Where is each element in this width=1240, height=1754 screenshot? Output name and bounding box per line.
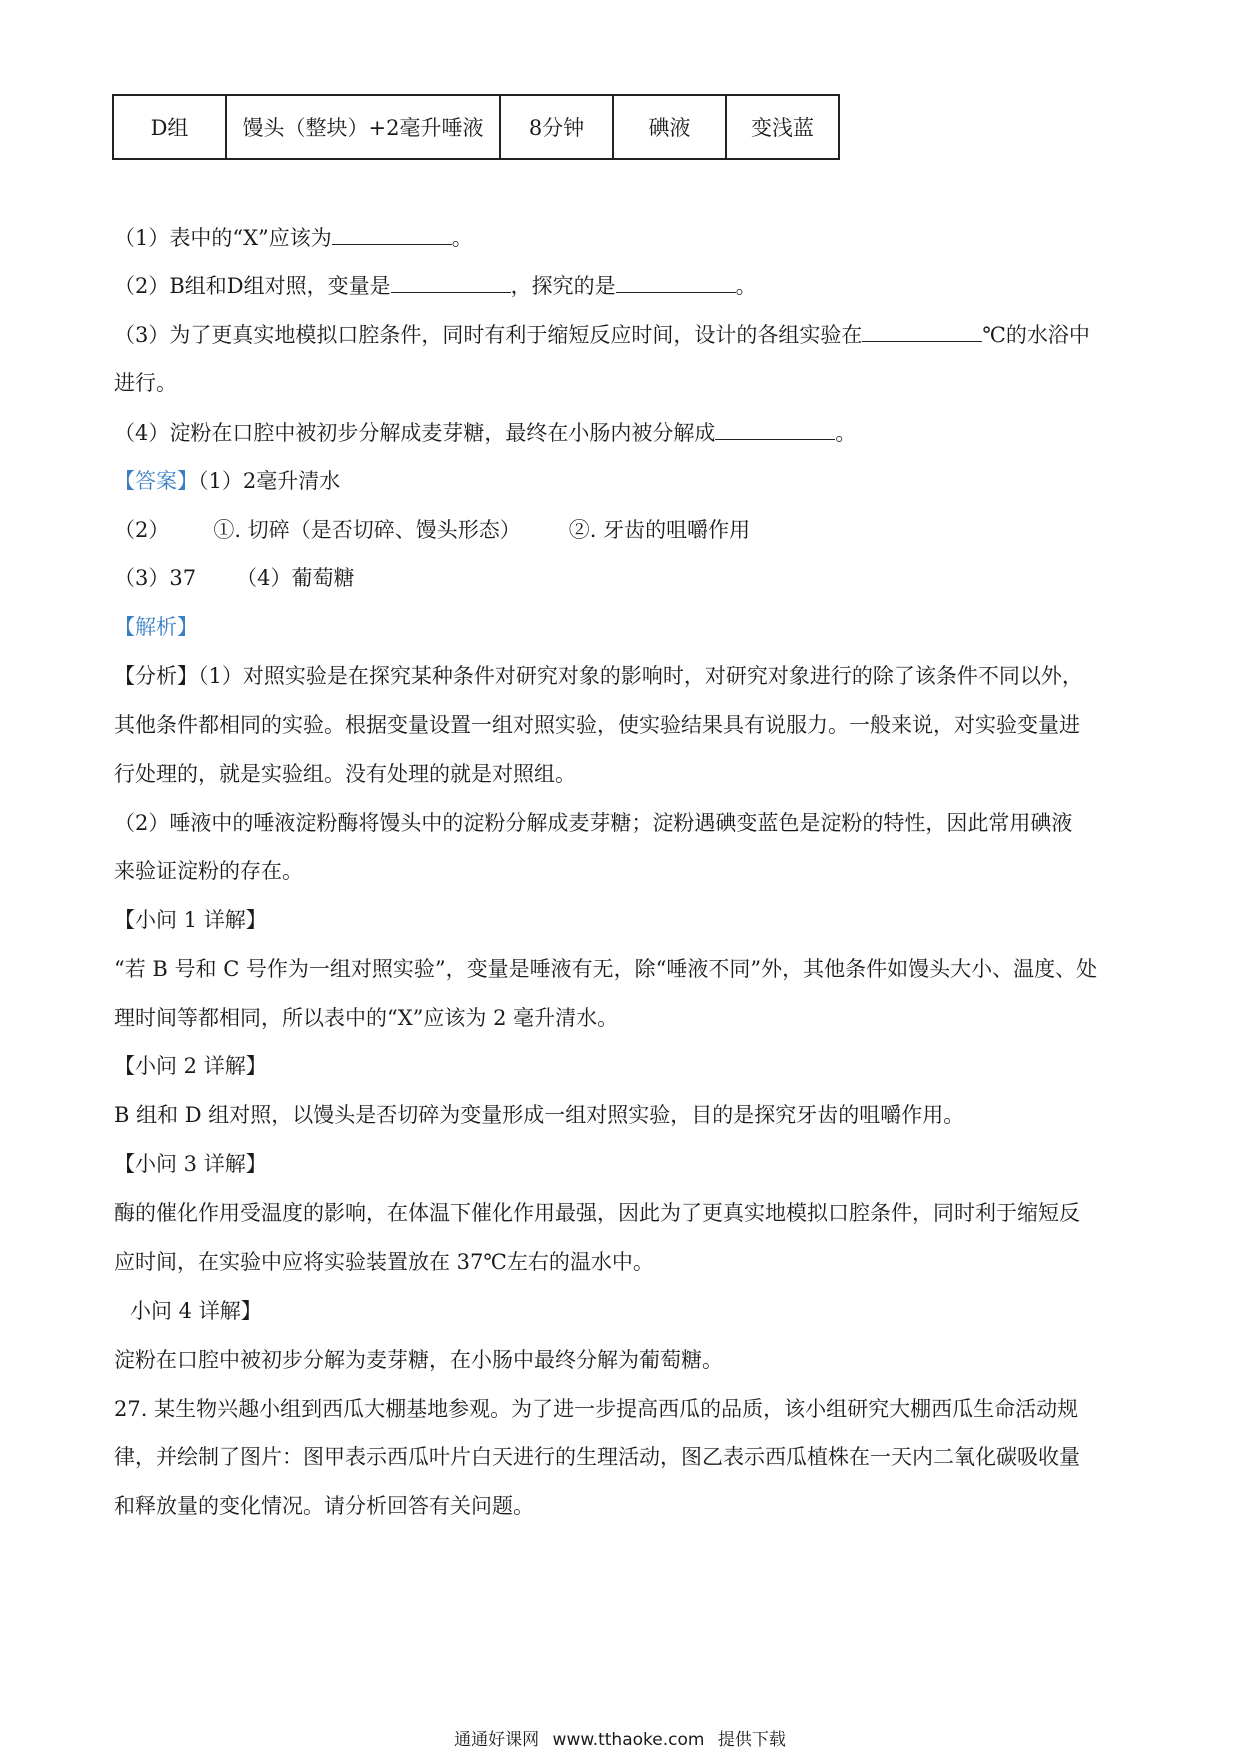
detail-3-title: 【小问 3 详解】 <box>114 1152 267 1176</box>
detail-2-title: 【小问 2 详解】 <box>114 1054 267 1078</box>
detail-2-line: B 组和 D 组对照，以馒头是否切碎为变量形成一组对照实验，目的是探究牙齿的咀嚼作用。 <box>114 1103 965 1127</box>
answer-label: 【答案】 <box>114 469 198 493</box>
answer-2-number: （2） <box>114 518 170 542</box>
footer-site-name: 通通好课网 <box>454 1730 540 1750</box>
answer-blank <box>715 417 835 440</box>
table-cell-time: 8分钟 <box>500 95 613 159</box>
detail-1-title: 【小问 1 详解】 <box>114 908 267 932</box>
table-cell-group: D组 <box>113 95 226 159</box>
analysis-line: 其他条件都相同的实验。根据变量设置一组对照实验，使实验结果具有说服力。一般来说，对实验变量进 <box>114 713 1080 737</box>
experiment-table <box>112 94 840 160</box>
question-3-continued: 进行。 <box>114 371 177 395</box>
answer-3: （3）37 <box>114 566 197 590</box>
question-2-text: （2）B组和D组对照，变量是 <box>114 274 391 298</box>
question-3-end: ℃的水浴中 <box>982 323 1090 347</box>
footer <box>0 1725 1240 1750</box>
answer-line-2 <box>114 515 750 545</box>
table-cell-material: 馒头（整块）+2毫升唾液 <box>226 95 500 159</box>
question-2-mid: ，探究的是 <box>510 274 616 298</box>
question-27-line: 和释放量的变化情况。请分析回答有关问题。 <box>114 1494 534 1518</box>
question-1 <box>114 222 473 253</box>
answer-2-option-2: ②. 牙齿的咀嚼作用 <box>568 518 751 542</box>
table-cell-result: 变浅蓝 <box>726 95 839 159</box>
analysis-line: 来验证淀粉的存在。 <box>114 859 303 883</box>
answer-4: （4）葡萄糖 <box>236 566 355 590</box>
detail-1-line: “若 B 号和 C 号作为一组对照实验”，变量是唾液有无，除“唾液不同”外，其他条件如馒头大小、温度、处 <box>114 957 1098 981</box>
question-2 <box>114 270 757 301</box>
question-27-line: 律，并绘制了图片：图甲表示西瓜叶片白天进行的生理活动，图乙表示西瓜植株在一天内二氧化碳吸收量 <box>114 1445 1080 1469</box>
detail-3-line: 酶的催化作用受温度的影响，在体温下催化作用最强，因此为了更真实地模拟口腔条件，同时利于缩短反 <box>114 1201 1080 1225</box>
answer-2-option-1: ①. 切碎（是否切碎、馒头形态） <box>213 518 521 542</box>
question-1-text: （1）表中的“X”应该为 <box>114 226 332 250</box>
answer-blank <box>616 270 736 293</box>
footer-suffix: 提供下载 <box>717 1730 786 1750</box>
question-3-text: （3）为了更真实地模拟口腔条件，同时有利于缩短反应时间，设计的各组实验在 <box>114 323 863 347</box>
table-cell-reagent: 碘液 <box>613 95 726 159</box>
answer-blank <box>332 222 452 245</box>
answer-line-1 <box>114 466 340 496</box>
answer-line-3 <box>114 563 354 593</box>
footer-url[interactable]: www.tthaoke.com <box>552 1730 705 1750</box>
question-1-end: 。 <box>451 226 473 250</box>
answer-1: （1）2毫升清水 <box>198 469 341 493</box>
detail-1-line: 理时间等都相同，所以表中的“X”应该为 2 毫升清水。 <box>114 1006 619 1030</box>
detail-3-line: 应时间，在实验中应将实验装置放在 37℃左右的温水中。 <box>114 1250 654 1274</box>
question-4 <box>114 417 856 448</box>
analysis-label: 【解析】 <box>114 615 198 639</box>
table-row <box>113 95 839 159</box>
detail-4-title: 小问 4 详解】 <box>130 1299 262 1323</box>
analysis-line: 【分析】（1）对照实验是在探究某种条件对研究对象的影响时，对研究对象进行的除了该条件不同以外， <box>114 664 1083 688</box>
question-27-line: 27. 某生物兴趣小组到西瓜大棚基地参观。为了进一步提高西瓜的品质，该小组研究大棚西瓜生命活动规 <box>114 1397 1079 1421</box>
analysis-line: 行处理的，就是实验组。没有处理的就是对照组。 <box>114 762 576 786</box>
answer-blank <box>862 319 982 342</box>
question-4-end: 。 <box>835 421 857 445</box>
answer-blank <box>391 270 511 293</box>
analysis-line: （2）唾液中的唾液淀粉酶将馒头中的淀粉分解成麦芽糖；淀粉遇碘变蓝色是淀粉的特性，因此常用碘液 <box>114 811 1073 835</box>
question-2-end: 。 <box>735 274 757 298</box>
detail-4-line: 淀粉在口腔中被初步分解为麦芽糖，在小肠中最终分解为葡萄糖。 <box>114 1348 723 1372</box>
question-3 <box>114 319 1090 350</box>
question-4-text: （4）淀粉在口腔中被初步分解成麦芽糖，最终在小肠内被分解成 <box>114 421 716 445</box>
